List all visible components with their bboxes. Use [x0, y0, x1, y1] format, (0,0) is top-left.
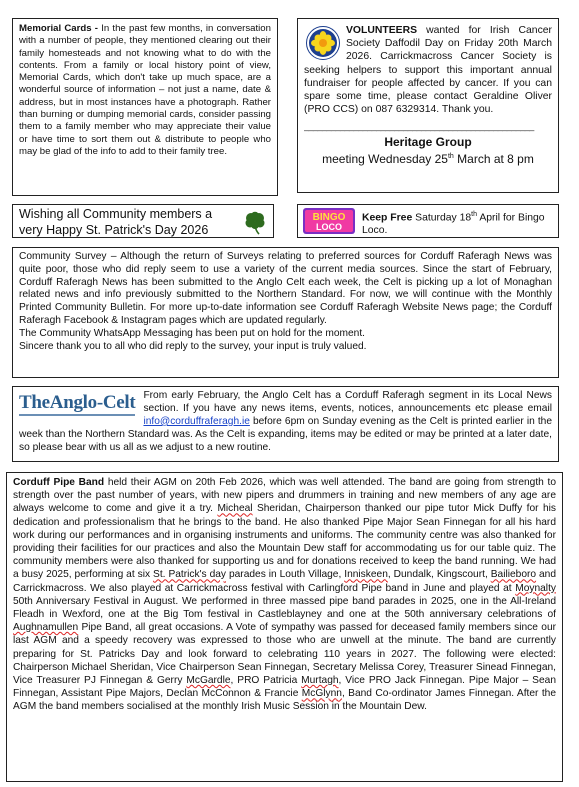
volunteers-text	[304, 24, 552, 116]
pipe-band-heading: Corduff Pipe Band	[13, 477, 105, 488]
survey-thanks-line: Sincere thank you to all who did reply to the survey, your input is truly valued.	[19, 340, 367, 352]
heritage-meeting: meeting Wednesday 25th March at 8 pm	[322, 151, 534, 166]
volunteers-heading: VOLUNTEERS	[346, 25, 418, 36]
community-survey-notice	[12, 247, 559, 378]
bingo-loco-notice	[297, 204, 559, 238]
bingo-logo-word2: LOCO	[316, 222, 342, 232]
greeting-text: Wishing all Community members a very Happy St. Patrick's Day 2026	[19, 207, 213, 237]
anglo-text-end: before 6pm on Sunday evening as the Celt is printed earlier in the week than the Northern Standard was. As the Celt is expanding, items may be edited or may be printed at a later date, so please bear with us all as we adjust to a new routine.	[19, 415, 552, 453]
memorial-body: In the past few months, in conversation with a number of people, they mentioned clearing out their family homesteads and not knowing what to do with the contents. From a family or local history point of view, Memorial Cards, which don't take up much space, are a wonderful source of information – not just a name, date & address, but in most instances have a photograph. Rather than burning or dumping memorial cards, consider passing them to a family member who may appreciate their value or have time to sort them out & distribute to people who may be glad of the info to add to their family tree.	[19, 23, 271, 157]
survey-whatsapp-line: The Community WhatsApp Messaging has been put on hold for the moment.	[19, 327, 365, 339]
heritage-title: Heritage Group	[384, 134, 472, 149]
st-patricks-greeting	[12, 204, 274, 238]
memorial-heading: Memorial Cards -	[19, 23, 98, 34]
volunteers-body: wanted for Irish Cancer Society Daffodil Day on Friday 20th March 2026. Carrickmacross Cancer Society is seeking helpers to support this important annual fundraiser for people affected by cancer. If you can spare some time, please contact Geraldine Oliver (PRO CCS) on 087 6329314. Thank you.	[304, 25, 552, 116]
anglo-celt-logo: TheAnglo-Celt	[19, 392, 135, 416]
bingo-heading: Keep Free	[362, 212, 413, 224]
anglo-celt-notice	[12, 386, 559, 462]
memorial-cards-notice	[12, 18, 278, 196]
email-link[interactable]: info@corduffraferagh.ie	[143, 415, 250, 427]
section-divider: ___________________________________________________	[304, 121, 534, 132]
daffodil-icon	[306, 26, 340, 60]
bingo-text: Keep Free Saturday 18th April for Bingo Loco.	[362, 211, 545, 237]
volunteers-notice	[297, 18, 559, 193]
shamrock-icon	[242, 209, 268, 235]
bingo-loco-logo	[303, 208, 355, 234]
anglo-text-start: From early February, the Anglo Celt has a Corduff Raferagh segment in its Local News section. If you have any news items, events, notices, announcements etc please email	[143, 390, 552, 414]
survey-paragraph: Community Survey – Although the return of Surveys relating to preferred sources for Corduff Raferagh News was quite poor, those who did reply seem to use a variety of the current media sources. Since the start of February, Corduff Raferagh News has been submitted to the Anglo Celt each week, the Celt is picking up a lot of Monaghan related news and info previously submitted to the Northern Standard. For now, we will continue with the Monthly Printed Community Bulletin. For more up-to-date information see Corduff Raferagh Website News page; the Corduff Raferagh Facebook & Instagram pages which are updated regularly.	[19, 251, 552, 326]
pipe-band-report: Corduff Pipe Band held their AGM on 20th Feb 2026, which was well attended. The band are going from strength to strength over the past number of years, with new pipers and drummers in training and new members of any age are always welcome to come and give it a try. Micheal Sheridan, Chairperson thanked our pipe tutor Mick Duffy for his dedication and professionalism that he brings to the band. He also thanked Pipe Major Sean Finnegan for all his hard work during our performances and in organising instruments and uniforms. The community centre was also thanked for providing their facilities for our practices and also the Mountain Dew staff for accommodating us for our table quiz. The community members were also thanked for supporting us and for donations received to keep the band running. We had a busy 2025, performing at six St. Patrick's day parades in Louth Village, Inniskeen, Dundalk, Kingscourt, Bailieboro and Carrickmacross. We also played at Carrickmacross festival with Carlingford Pipe band in June and played at Moynalty 50th Anniversary Festival in August. We performed in three massed pipe band parades in 2025, one in the All-Ireland Fleadh in Wexford, one at the Big Tom festival in Castleblayney and one at the 50th anniversary celebrations of Aughnamullen Pipe Band, all great occasions. A Vote of sympathy was passed for deceased family members since our last AGM and a speedy recovery was expressed to those who are unwell at the minute. The band are currently preparing for St. Patricks Day and look forward to celebrating 110 years in 2027. The following were elected: Chairperson Michael Sheridan, Vice Chairperson Sean Finnegan, Secretary Melissa Corey, Treasurer Sinead Finnegan, Vice Treasurer PJ Finnegan & Gerry McGardle, PRO Patricia Murtagh, Vice PRO Jack Finnegan. Pipe Major – Sean Finnegan, Assistant Pipe Majors, Declan McConnon & Francie McGlynn, Band Co-ordinator James Finnegan. After the AGM the band members socialised at the monthly Irish Music Session in the Mountain Dew.	[6, 472, 563, 782]
bingo-logo-word1: BINGO	[312, 212, 346, 223]
